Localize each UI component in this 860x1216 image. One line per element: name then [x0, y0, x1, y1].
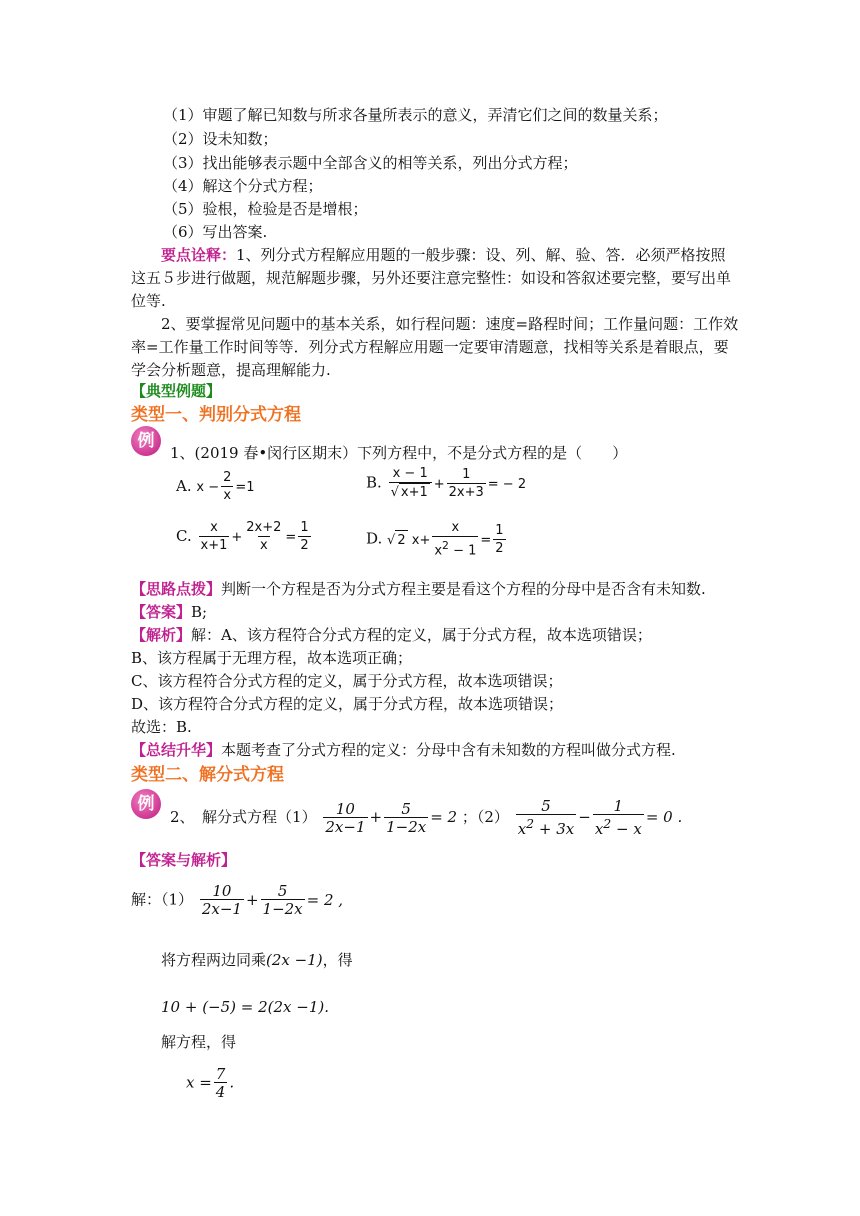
analysis-line-5: 故选：B.	[131, 718, 192, 736]
key-points-label: 要点诠释：	[161, 246, 237, 264]
answer-analysis-label: 【答案与解析】	[131, 851, 237, 869]
analysis-line-3: C、该方程符合分式方程的定义，属于分式方程，故本选项错误；	[131, 672, 563, 690]
step-1: （1）审题了解已知数与所求各量所表示的意义，弄清它们之间的数量关系；	[163, 106, 668, 124]
key-points-line-1: 要点诠释：1、列分式方程解应用题的一般步骤：设、列、解、验、答．必须严格按照	[161, 246, 726, 264]
solution-step-3: 解方程，得	[161, 1033, 237, 1051]
option-c: C. $\frac{x}{x+1}$ + $\frac{2x+2}{x}$ = $\frac{1}{2}$	[176, 520, 309, 553]
option-a: A. x − $\frac{2}{x}$ =1	[176, 470, 255, 503]
analysis-line-1: 【解析】解：A、该方程符合分式方程的定义，属于分式方程，故本选项错误；	[131, 626, 652, 644]
key-points-line-6: 学会分析题意，提高理解能力.	[131, 361, 331, 379]
key-points-line-5: 率=工作量工作时间等等．列分式方程解应用题一定要审清题意，找相等关系是着眼点，要	[131, 338, 729, 356]
solution-1-equation: 解：（1） $\frac{10}{2x-1}$ + $\frac{5}{1-2x}$ = 2 ,	[131, 882, 344, 918]
key-points-line-4: 2、要掌握常见问题中的基本关系，如行程问题：速度=路程时间；工作量问题：工作效	[161, 315, 739, 333]
solution-result: x = $\frac{7}{4}$ .	[186, 1065, 235, 1101]
step-3: （3）找出能够表示题中全部含义的相等关系，列出分式方程；	[163, 154, 578, 172]
typical-examples-heading: 【典型例题】	[131, 382, 222, 400]
type1-question: 1、(2019 春•闵行区期末）下列方程中，不是分式方程的是（ ）	[170, 444, 628, 462]
analysis-label: 【解析】	[131, 626, 192, 644]
step-2: （2）设未知数；	[163, 130, 278, 148]
type2-title: 类型二、解分式方程	[131, 765, 284, 785]
step-6: （6）写出答案.	[163, 223, 268, 241]
solution-step-2: 10 + (−5) = 2(2x −1).	[161, 998, 330, 1016]
option-d: D. √ 2 x+ $\frac{x}{x^2 - 1}$ = $\frac{1}{2}$	[366, 520, 504, 559]
example-badge-1: 例	[131, 426, 161, 456]
answer-line: 【答案】B;	[131, 603, 208, 621]
hint-label: 【思路点拨】	[131, 580, 222, 598]
type2-question: 2、 解分式方程（1） $\frac{10}{2x-1}$ + $\frac{5}{1-2x}$ = 2 ；（2） $\frac{5}{x^2 + 3x}$ − $\frac{1}{x^2 - x}$ = 0 .	[170, 797, 683, 838]
key-points-line-3: 位等.	[131, 292, 166, 310]
analysis-line-2: B、该方程属于无理方程，故本选项正确；	[131, 649, 413, 667]
hint-line: 【思路点拨】判断一个方程是否为分式方程主要是看这个方程的分母中是否含有未知数.	[131, 580, 706, 598]
summary-line: 【总结升华】本题考查了分式方程的定义：分母中含有未知数的方程叫做分式方程.	[131, 741, 676, 759]
solution-step-1: 将方程两边同乘(2x −1)，得	[161, 951, 353, 969]
step-5: （5）验根，检验是否是增根；	[163, 200, 368, 218]
option-b: B. $\frac{x - 1}{√ x+1}$ + $\frac{1}{2x+3}$ = − 2	[366, 466, 527, 500]
summary-label: 【总结升华】	[131, 741, 222, 759]
key-points-line-2: 这五５步进行做题，规范解题步骤，另外还要注意完整性：如设和答叙述要完整，要写出单	[131, 269, 732, 287]
answer-label: 【答案】	[131, 603, 192, 621]
analysis-line-4: D、该方程符合分式方程的定义，属于分式方程，故本选项错误；	[131, 695, 564, 713]
step-4: （4）解这个分式方程；	[163, 177, 323, 195]
example-badge-2: 例	[131, 789, 161, 819]
type1-title: 类型一、判别分式方程	[131, 405, 301, 425]
